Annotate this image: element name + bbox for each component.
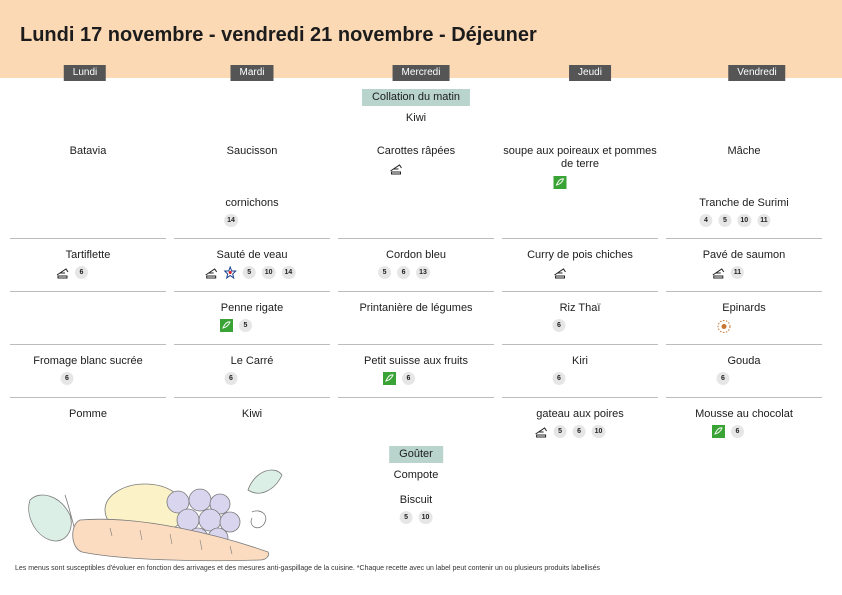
dish-vendredi-fromage: Gouda xyxy=(727,355,761,367)
chef-hat-icon xyxy=(535,425,548,438)
dish-vendredi-entree: Mâche xyxy=(727,145,761,157)
allergen-badge: 5 xyxy=(718,214,731,227)
badges-mercredi-fromage xyxy=(383,372,415,385)
allergen-badge: 14 xyxy=(282,266,296,279)
separator xyxy=(502,397,658,398)
chef-hat-icon xyxy=(56,266,69,279)
separator xyxy=(10,344,166,345)
separator xyxy=(10,291,166,292)
dish-vendredi-accomp: Epinards xyxy=(722,302,766,314)
separator xyxy=(174,291,330,292)
allergen-badge: 6 xyxy=(225,372,238,385)
day-tag-mercredi: Mercredi xyxy=(393,65,450,81)
allergen-badge: 11 xyxy=(757,214,770,227)
dish-lundi-entree: Batavia xyxy=(69,145,107,157)
separator xyxy=(174,344,330,345)
separator xyxy=(338,238,494,239)
organic-leaf-icon xyxy=(712,425,725,438)
allergen-badge: 5 xyxy=(239,319,252,332)
separator xyxy=(338,344,494,345)
allergen-badge: 6 xyxy=(717,372,730,385)
dish-jeudi-dessert: gateau aux poires xyxy=(536,408,624,420)
dish-mardi-accomp: Penne rigate xyxy=(220,302,284,314)
allergen-badge: 13 xyxy=(416,266,430,279)
chef-hat-icon xyxy=(205,266,218,279)
badges-mercredi-plat xyxy=(378,266,430,279)
allergen-badge: 10 xyxy=(419,511,433,524)
quality-label-icon xyxy=(224,266,237,279)
badges-vendredi-plat xyxy=(712,266,744,279)
vegetable-icon xyxy=(717,319,730,332)
badges-vendredi-dessert xyxy=(712,425,744,438)
allergen-badge: 4 xyxy=(699,214,712,227)
dish-mercredi-fromage: Petit suisse aux fruits xyxy=(364,355,468,367)
dish-jeudi-accomp: Riz Thaï xyxy=(559,302,601,314)
badges-mercredi-entree xyxy=(390,162,403,175)
separator xyxy=(174,397,330,398)
separator xyxy=(10,397,166,398)
gouter-item-1: Compote xyxy=(393,469,439,481)
allergen-badge: 6 xyxy=(397,266,410,279)
badges-vendredi-accomp xyxy=(717,319,730,332)
badges-jeudi-accomp xyxy=(553,319,566,332)
dish-mardi-entree2: cornichons xyxy=(225,197,279,209)
badges-lundi-plat xyxy=(56,266,88,279)
allergen-badge: 5 xyxy=(554,425,567,438)
allergen-badge: 10 xyxy=(592,425,606,438)
badges-jeudi-fromage xyxy=(553,372,566,385)
separator xyxy=(666,397,822,398)
separator xyxy=(338,291,494,292)
organic-leaf-icon xyxy=(220,319,233,332)
dish-jeudi-plat: Curry de pois chiches xyxy=(527,249,633,261)
allergen-badge: 6 xyxy=(553,319,566,332)
separator xyxy=(10,238,166,239)
separator xyxy=(502,238,658,239)
allergen-badge: 6 xyxy=(573,425,586,438)
separator xyxy=(502,344,658,345)
dish-vendredi-entree2: Tranche de Surimi xyxy=(699,197,789,209)
badges-jeudi-dessert xyxy=(535,425,606,438)
dish-vendredi-dessert: Mousse au chocolat xyxy=(695,408,793,420)
separator xyxy=(666,291,822,292)
allergen-badge: 5 xyxy=(378,266,391,279)
separator xyxy=(666,238,822,239)
organic-leaf-icon xyxy=(554,176,567,189)
dish-vendredi-plat: Pavé de saumon xyxy=(702,249,786,261)
chef-hat-icon xyxy=(712,266,725,279)
badges-mardi-fromage xyxy=(225,372,238,385)
allergen-badge: 6 xyxy=(61,372,74,385)
footnote: Les menus sont susceptibles d'évoluer en fonction des arrivages et des mesures anti-gaspillage de la cuisine. *Chaque recette avec un label peut contenir un ou plusieurs produits labellisés xyxy=(15,565,601,572)
badges-gouter-item-2 xyxy=(400,511,433,524)
badges-mardi-plat xyxy=(205,266,296,279)
collation-tag: Collation du matin xyxy=(362,89,470,106)
chef-hat-icon xyxy=(390,162,403,175)
allergen-badge: 11 xyxy=(731,266,744,279)
allergen-badge: 6 xyxy=(731,425,744,438)
page-title: Lundi 17 novembre - vendredi 21 novembre - Déjeuner xyxy=(20,24,537,46)
day-tag-mardi: Mardi xyxy=(230,65,273,81)
separator xyxy=(338,397,494,398)
dish-jeudi-fromage: Kiri xyxy=(572,355,588,367)
separator xyxy=(666,344,822,345)
separator xyxy=(174,238,330,239)
badges-jeudi-plat xyxy=(554,266,567,279)
allergen-badge: 6 xyxy=(553,372,566,385)
badges-jeudi-entree xyxy=(554,176,567,189)
badges-lundi-fromage xyxy=(61,372,74,385)
fruits-vegetables-illustration xyxy=(20,460,290,565)
badges-mardi-entree2 xyxy=(224,214,238,227)
dish-mardi-entree: Saucisson xyxy=(226,145,278,157)
badges-vendredi-entree2 xyxy=(699,214,770,227)
allergen-badge: 6 xyxy=(402,372,415,385)
allergen-badge: 14 xyxy=(224,214,238,227)
dish-mardi-plat: Sauté de veau xyxy=(216,249,288,261)
dish-mercredi-plat: Cordon bleu xyxy=(386,249,446,261)
gouter-tag: Goûter xyxy=(389,446,443,463)
dish-mercredi-accomp: Printanière de légumes xyxy=(359,302,473,314)
chef-hat-icon xyxy=(554,266,567,279)
badges-mardi-accomp xyxy=(220,319,252,332)
dish-lundi-fromage: Fromage blanc sucrée xyxy=(33,355,143,367)
gouter-item-2: Biscuit xyxy=(399,494,433,506)
separator xyxy=(502,291,658,292)
allergen-badge: 10 xyxy=(737,214,751,227)
allergen-badge: 10 xyxy=(262,266,276,279)
allergen-badge: 5 xyxy=(243,266,256,279)
allergen-badge: 5 xyxy=(400,511,413,524)
dish-lundi-plat: Tartiflette xyxy=(65,249,111,261)
organic-leaf-icon xyxy=(383,372,396,385)
day-tag-lundi: Lundi xyxy=(64,65,106,81)
day-tag-vendredi: Vendredi xyxy=(728,65,785,81)
badges-vendredi-fromage xyxy=(717,372,730,385)
dish-mercredi-entree: Carottes râpées xyxy=(376,145,456,157)
dish-lundi-dessert: Pomme xyxy=(69,408,107,420)
collation-item: Kiwi xyxy=(405,112,427,124)
dish-mardi-dessert: Kiwi xyxy=(241,408,263,420)
day-tag-jeudi: Jeudi xyxy=(569,65,611,81)
allergen-badge: 6 xyxy=(75,266,88,279)
dish-mardi-fromage: Le Carré xyxy=(230,355,274,367)
dish-jeudi-entree: soupe aux poireaux et pommes de terre xyxy=(503,145,657,170)
